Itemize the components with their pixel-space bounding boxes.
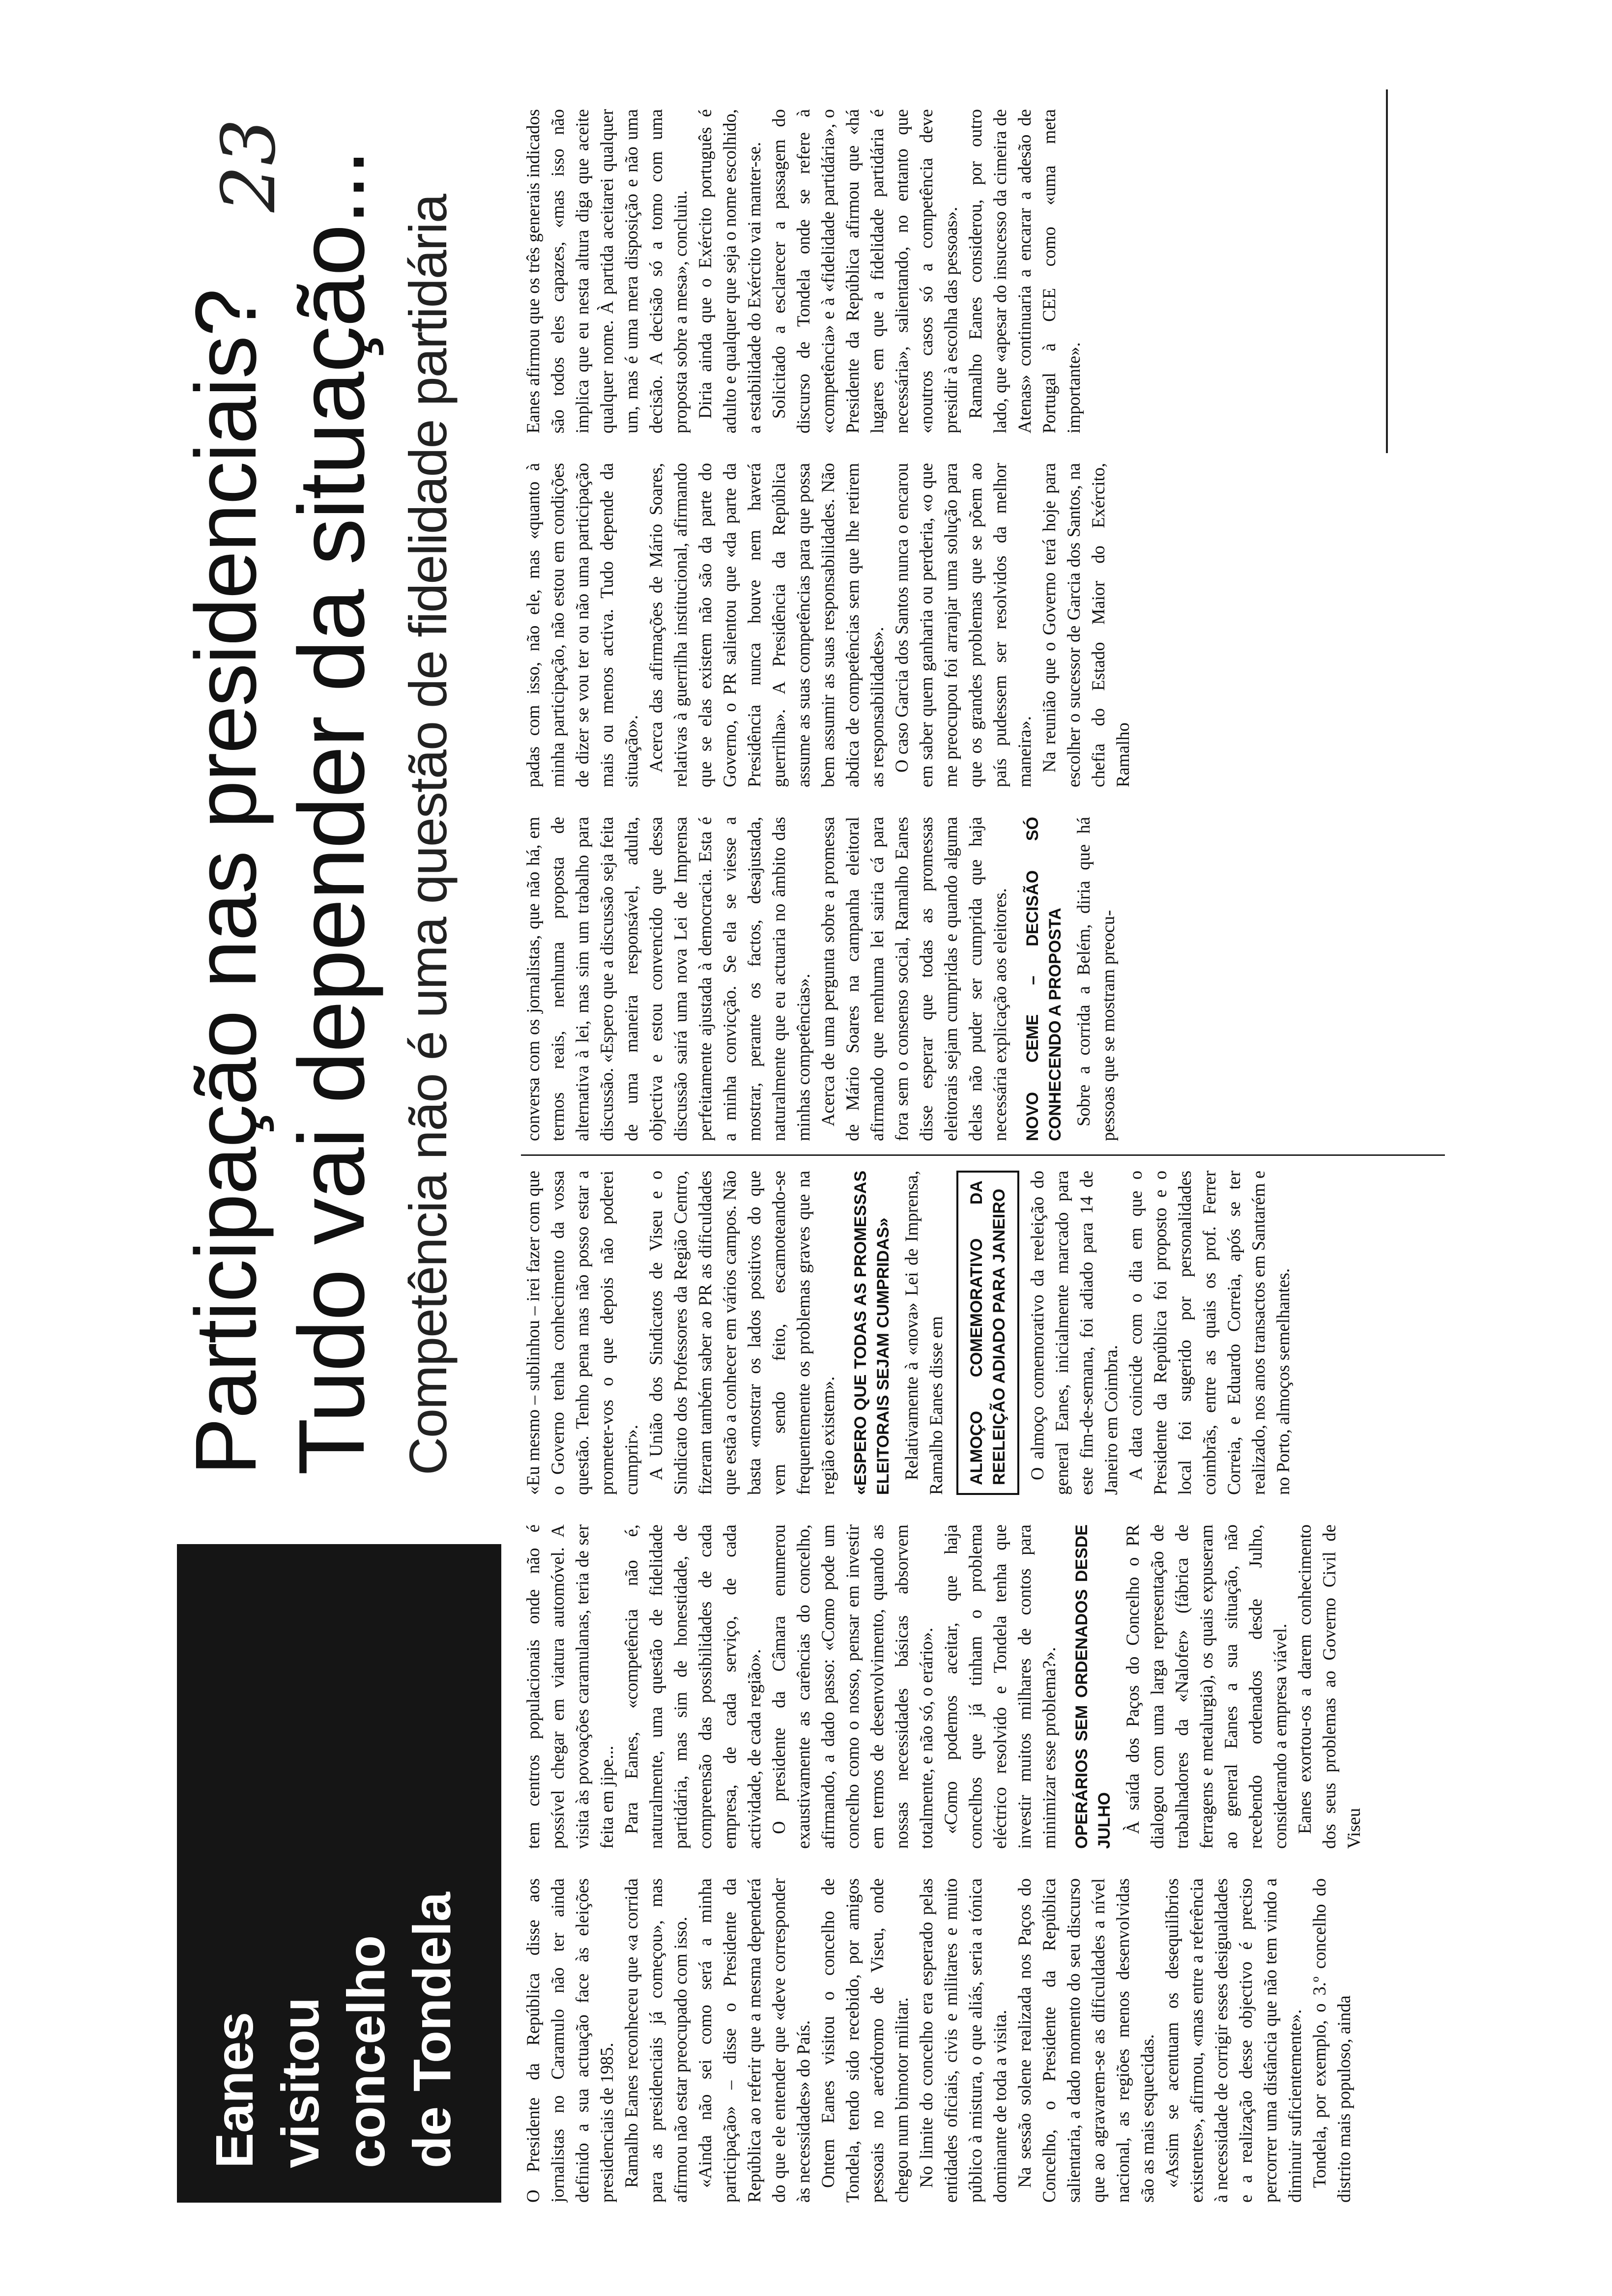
paragraph: O presidente da Câmara enumerou exaustivamente as carências do concelho, afirmando, a dado passo: «Como pode um concelho como o nosso, pensar em investir em termos de desenvolvimento, quando as nossas necessidades básicas absorvem totalmente, e não só, o erário». (769, 1524, 936, 1849)
paragraph: Eanes afirmou que os três generais indicados são todos eles capazes, «mas isso não implica que eu nesta altura diga que aceite qualquer nome. À partida aceitarei qualquer um, mas é uma mera disposição e não uma decisão. A decisão só a tomo com uma proposta sobre a mesa», concluiu. (523, 109, 691, 433)
paragraph: Ramalho Eanes reconheceu que «a corrida para as presidenciais já começou», mas afirmou não estar preocupado com isso. (621, 1878, 691, 2203)
section-subheading: «ESPERO QUE TODAS AS PROMESSAS ELEITORAIS SEJAM CUMPRIDAS» (851, 1171, 892, 1495)
paragraph: Tondela, por exemplo, o 3.º concelho do distrito mais populoso, ainda (1309, 1878, 1354, 2203)
paragraph: Para Eanes, «competência não é, naturalmente, uma questão de fidelidade partidária, mas sim de honestidade, de compreensão das possibilidades de cada empresa, de cada serviço, de cada actividade, de cada região». (621, 1524, 764, 1849)
boxed-subheading: ALMOÇO COMEMORATIVO DA REELEIÇÃO ADIADO PARA JANEIRO (956, 1171, 1019, 1495)
headline-line-1: Participação nas presidenciais? (178, 289, 274, 1475)
paragraph: A data coincide com o dia em que o Presidente da República foi proposto e o local foi sugerido por personalidades coimbrãs, entre as quais os prof. Ferrer Correia, e Eduardo Correia, após se ter realizado, nos anos transactos em Santarém e no Porto, almoços semelhantes. (1125, 1171, 1293, 1495)
paragraph: O caso Garcia dos Santos nunca o encarou em saber quem ganharia ou perderia, «o que me preocupou foi arranjar uma solução para que os grandes problemas que se põem ao país pudessem ser resolvidos da melhor maneira». (892, 463, 1035, 787)
sidebar-title-line-2: visitou (270, 1997, 330, 2168)
paragraph: Relativamente à «nova» Lei de Imprensa, Ramalho Eanes disse em (901, 1171, 946, 1495)
paragraph: Ontem Eanes visitou o concelho de Tondela, tendo sido recebido, por amigos pessoais no aeródromo de Viseu, onde chegou num bimotor militar. (818, 1878, 912, 2203)
paragraph: conversa com os jornalistas, que não há, em termos reais, nenhuma proposta de alternativa à lei, mas sim um trabalho para discussão. «Espero que a discussão seja feita de uma maneira responsável, adulta, objectiva e estou convencido que dessa discussão sairá uma nova Lei de Imprensa perfeitamente ajustada à democracia. Esta é a minha convicção. Se ela se viesse a mostrar, perante os factos, desajustada, naturalmente que eu actuaria no âmbito das minhas competências». (523, 817, 813, 1141)
column-rule (521, 1154, 1445, 1156)
paragraph: Na sessão solene realizada nos Paços do Concelho, o Presidente da República salientaria, a dado momento do seu discurso que ao agravarem-se as dificuldades a nível nacional, as regiões menos desenvolvidas são as mais esquecidas. (1014, 1878, 1157, 2203)
column-3 (521, 1171, 1445, 1495)
column-4 (521, 817, 1445, 1141)
column-1 (521, 1878, 1445, 2203)
paragraph: A União dos Sindicatos de Viseu e o Sindicato dos Professores da Região Centro, fizeram também saber ao PR as dificuldades que estão a conhecer em vários campos. Não basta «mostrar os lados positivos do que vem sendo feito, escamoteando-se frequentemente os problemas graves que na região existem». (646, 1171, 838, 1495)
paragraph: O Presidente da República disse aos jornalistas no Caramulo não ter ainda definido a sua actuação face às eleições presidenciais de 1985. (523, 1878, 617, 2203)
paragraph: padas com isso, não ele, mas «quanto à minha participação, não estou em condições de dizer se vou ter ou não uma participação mais ou menos activa. Tudo depende da situação». (523, 463, 641, 787)
column-6 (521, 109, 1445, 433)
paragraph: «Assim se acentuam os desequilíbrios existentes», afirmou, «mas entre a referência à necessidade de corrigir esses desigualdades e a realização desse objectivo é preciso percorrer uma distância que não tem vindo a diminuir suficientemente». (1162, 1878, 1305, 2203)
section-subheading: NOVO CEME – DECISÃO SÓ CONHECENDO A PROPOSTA (1023, 817, 1065, 1141)
paragraph: tem centros populacionais onde não é possível chegar em viatura automóvel. A visita às povoações caramulanas, teria de ser feita em jipe... (523, 1524, 617, 1849)
paragraph: Acerca das afirmações de Mário Soares, relativas à guerrilha institucional, afirmando que se elas existem não são da parte do Governo, o PR salientou que «da parte da Presidência nunca houve nem haverá guerrilha». A Presidência da República assume as suas competências para que possa bem assumir as suas responsabilidades. Não abdica de competências sem que lhe retirem as responsabilidades». (646, 463, 887, 787)
paragraph: Na reunião que o Governo terá hoje para escolher o sucessor de Garcia dos Santos, na chefia do Estado Maior do Exército, Ramalho (1039, 463, 1133, 787)
article-columns (521, 89, 1455, 2203)
paragraph: Diria ainda que o Exército português é adulto e qualquer que seja o nome escolhido, a estabilidade do Exército vai manter-se. (695, 109, 764, 433)
paragraph: No limite do concelho era esperado pelas entidades oficiais, civis e militares e muito público à mistura, o que aliás, seria a tónica dominante de toda a visita. (916, 1878, 1010, 2203)
paragraph: Acerca de uma pergunta sobre a promessa de Mário Soares na campanha eleitoral afirmando que nenhuma lei sairia cá para fora sem o consenso social, Ramalho Eanes disse esperar que todas as promessas eleitorais sejam cumpridas e quando alguma delas não puder ser cumprida que haja necessária explicação aos eleitores. (818, 817, 1010, 1141)
paragraph: O almoço comemorativo da reeleição do general Eanes, inicialmente marcado para este fim-de-semana, foi adiado para 14 de Janeiro em Coimbra. (1027, 1171, 1121, 1495)
column-2 (521, 1524, 1445, 1849)
paragraph: «Como podemos aceitar, que haja concelhos que já tinham o problema eléctrico resolvido e Tondela tenha que investir muitos milhares de contos para minimizar esse problema?». (941, 1524, 1059, 1849)
sidebar-title-line-1: Eanes (204, 2011, 264, 2168)
article (177, 89, 1445, 2203)
end-rule (1386, 89, 1388, 453)
paragraph: À saída dos Paços do Concelho o PR dialogou com uma larga representação de trabalhadores da «Nalofer» (fábrica de ferragens e metalurgia), os quais expuseram ao general Eanes a sua situação, não recebendo ordenados desde Julho, considerando a empresa viável. (1123, 1524, 1290, 1849)
paragraph: Solicitado a esclarecer a passagem do discurso de Tondela onde se refere à «competência» e à «fidelidade partidária», o Presidente da República afirmou que «há lugares em que a fidelidade partidária é necessária», salientando, no entanto que «noutros casos só a competência deve presidir à escolha das pessoas». (769, 109, 961, 433)
sidebar-title-box (177, 1544, 501, 2203)
paragraph: Eanes exortou-os a darem conhecimento dos seus problemas ao Governo Civil de Viseu (1295, 1524, 1364, 1849)
paragraph: «Ainda não sei como será a minha participação» – disse o Presidente da República ao referir que a mesma dependerá do que ele entender que «deve corresponder às necessidades» do País. (695, 1878, 813, 2203)
headline (177, 89, 460, 1475)
column-5 (521, 463, 1445, 787)
sidebar-title-line-3: concelho (336, 1935, 396, 2168)
headline-subtitle: Competência não é uma questão de fidelidade partidária (398, 195, 458, 1475)
section-subheading: OPERÁRIOS SEM ORDENADOS DESDE JULHO (1072, 1524, 1114, 1849)
paragraph: «Eu mesmo – sublinhou – irei fazer com que o Governo tenha conhecimento da vossa questão. Tenho pena mas não posso estar a prometer-vos o que depois não poderei cumprir». (523, 1171, 641, 1495)
headline-line-2: Tudo vai depender da situação... (280, 150, 384, 1475)
paragraph: Ramalho Eanes considerou, por outro lado, que «apesar do insucesso da cimeira de Atenas» continuaria a encarar a adesão de Portugal à CEE como «uma meta importante». (965, 109, 1084, 433)
handwritten-page-number: 23 (206, 118, 292, 212)
paragraph: Sobre a corrida a Belém, diria que há pessoas que se mostram preocu- (1073, 817, 1118, 1141)
sidebar-title-line-4: de Tondela (402, 1892, 461, 2168)
